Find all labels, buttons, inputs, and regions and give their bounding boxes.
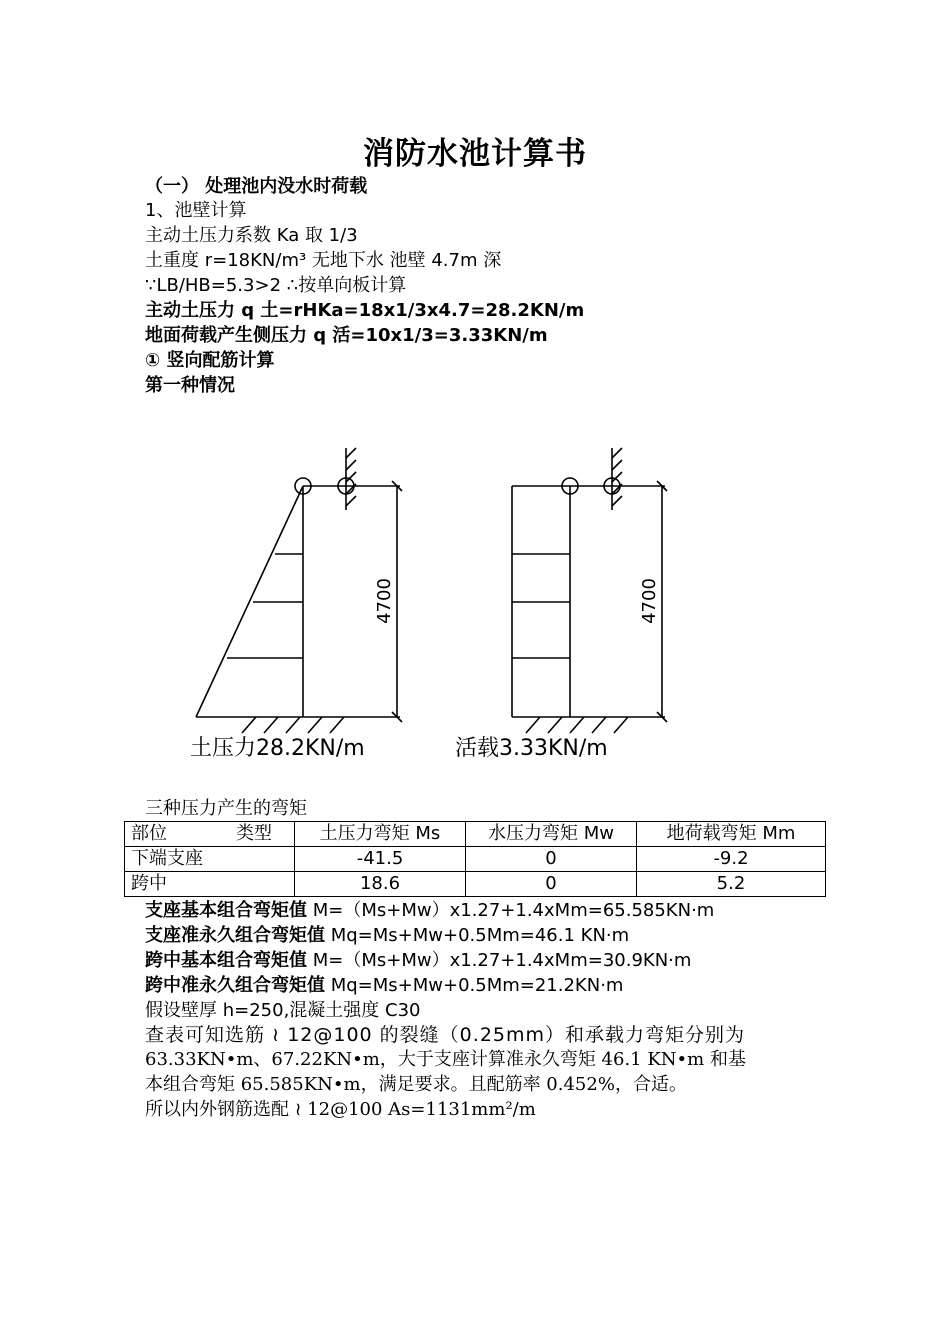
table-row [125, 872, 826, 897]
ratio-text: ∵LB/HB=5.3>2 ∴按单向板计算 [145, 275, 407, 296]
row-ms: -41.5 [295, 847, 466, 872]
vertical-heading: ① 竖向配筋计算 [145, 350, 275, 371]
header-cell-soil: 土压力弯矩 Ms [295, 822, 466, 847]
left-diagram [196, 448, 402, 733]
header-cell-position: 部位 类型 [125, 822, 295, 847]
support-basic-moment: 支座基本组合弯矩值 M=（Ms+Mw）x1.27+1.4xMm=65.585KN·m [145, 900, 715, 921]
midspan-quasi-moment: 跨中准永久组合弯矩值 Mq=Ms+Mw+0.5Mm=21.2KN·m [145, 975, 624, 996]
header-cell-live: 地荷载弯矩 Mm [637, 822, 826, 847]
right-dimension-label: 4700 [639, 578, 660, 624]
page-title: 消防水池计算书 [363, 136, 587, 172]
row-name: 跨中 [125, 872, 295, 897]
ka-text: 主动土压力系数 Ka 取 1/3 [145, 225, 358, 246]
row-mw: 0 [466, 847, 637, 872]
header-cell-water: 水压力弯矩 Mw [466, 822, 637, 847]
table-header-row [125, 822, 826, 847]
row-ms: 18.6 [295, 872, 466, 897]
check-text-line3: 本组合弯矩 65.585KN•m，满足要求。且配筋率 0.452%，合适。 [145, 1074, 687, 1095]
support-quasi-moment: 支座准永久组合弯矩值 Mq=Ms+Mw+0.5Mm=46.1 KN·m [145, 925, 630, 946]
left-dimension-label: 4700 [374, 578, 395, 624]
row-name: 下端支座 [125, 847, 295, 872]
soil-text: 土重度 r=18KN/m³ 无地下水 池壁 4.7m 深 [145, 250, 502, 271]
case-heading: 第一种情况 [145, 375, 235, 396]
check-text-line1: 查表可知选筋 ≀ 12@100 的裂缝（0.25mm）和承载力弯矩分别为 [145, 1024, 746, 1046]
section-heading: （一） 处理池内没水时荷载 [145, 176, 368, 197]
row-mm: -9.2 [637, 847, 826, 872]
moment-table [124, 821, 826, 897]
live-pressure-text: 地面荷载产生侧压力 q 活=10x1/3=3.33KN/m [145, 325, 548, 346]
row-mw: 0 [466, 872, 637, 897]
right-load-label: 活载3.33KN/m [455, 736, 608, 761]
table-row [125, 847, 826, 872]
wall-assumption-text: 假设壁厚 h=250,混凝土强度 C30 [145, 1000, 421, 1021]
midspan-basic-moment: 跨中基本组合弯矩值 M=（Ms+Mw）x1.27+1.4xMm=30.9KN·m [145, 950, 692, 971]
left-load-label: 土压力28.2KN/m [190, 736, 365, 761]
soil-pressure-text: 主动土压力 q 土=rHKa=18x1/3x4.7=28.2KN/m [145, 300, 585, 321]
rebar-selection-text: 所以内外钢筋选配 ≀ 12@100 As=1131mm²/m [145, 1099, 536, 1120]
subsection-heading: 1、池壁计算 [145, 200, 247, 221]
check-text-line2: 63.33KN•m、67.22KN•m，大于支座计算准永久弯矩 46.1 KN•m 和基 [145, 1049, 746, 1070]
table-caption: 三种压力产生的弯矩 [145, 798, 307, 819]
row-mm: 5.2 [637, 872, 826, 897]
